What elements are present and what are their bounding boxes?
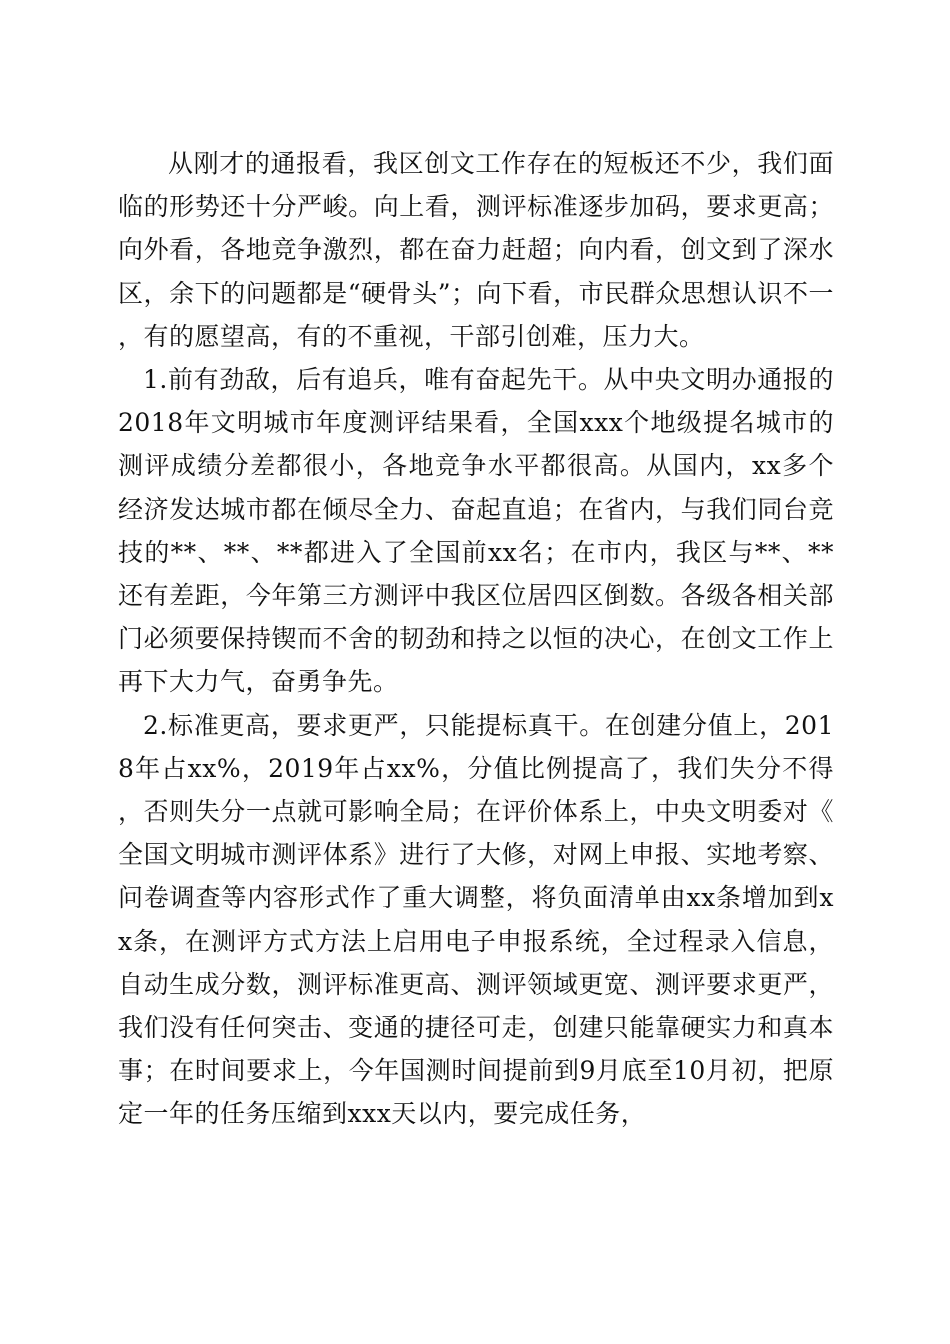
point-2-paragraph: 2.标准更高，要求更严，只能提标真干。在创建分值上，2018年占xx%，2019年占xx%，分值比例提高了，我们失分不得，否则失分一点就可影响全局；在评价体系上，中央文明委对《全国文明城市测评体系》进行了大修，对网上申报、实地考察、问卷调查等内容形式作了重大调整，将负面清单由xx条增加到xx条，在测评方式方法上启用电子申报系统，全过程录入信息，自动生成分数，测评标准更高、测评领域更宽、测评要求更严，我们没有任何突击、变通的捷径可走，创建只能靠硬实力和真本事；在时间要求上，今年国测时间提前到9月底至10月初，把原定一年的任务压缩到xxx天以内，要完成任务， [118, 710, 834, 1129]
point-1-paragraph: 1.前有劲敌，后有追兵，唯有奋起先干。从中央文明办通报的2018年文明城市年度测评结果看，全国xxx个地级提名城市的测评成绩分差都很小，各地竞争水平都很高。从国内，xx多个经济发达城市都在倾尽全力、奋起直追；在省内，与我们同台竞技的**、**、**都进入了全国前xx名；在市内，我区与**、**还有差距，今年第三方测评中我区位居四区倒数。各级各相关部门必须要保持锲而不舍的韧劲和持之以恒的决心，在创文工作上再下大力气，奋勇争先。 [118, 365, 834, 697]
intro-paragraph: 从刚才的通报看，我区创文工作存在的短板还不少，我们面临的形势还十分严峻。向上看，测评标准逐步加码，要求更高；向外看，各地竞争激烈，都在奋力赶超；向内看，创文到了深水区，余下的问题都是“硬骨头”；向下看，市民群众思想认识不一，有的愿望高，有的不重视，干部引创难，压力大。 [118, 149, 834, 351]
document-page [118, 142, 834, 1136]
